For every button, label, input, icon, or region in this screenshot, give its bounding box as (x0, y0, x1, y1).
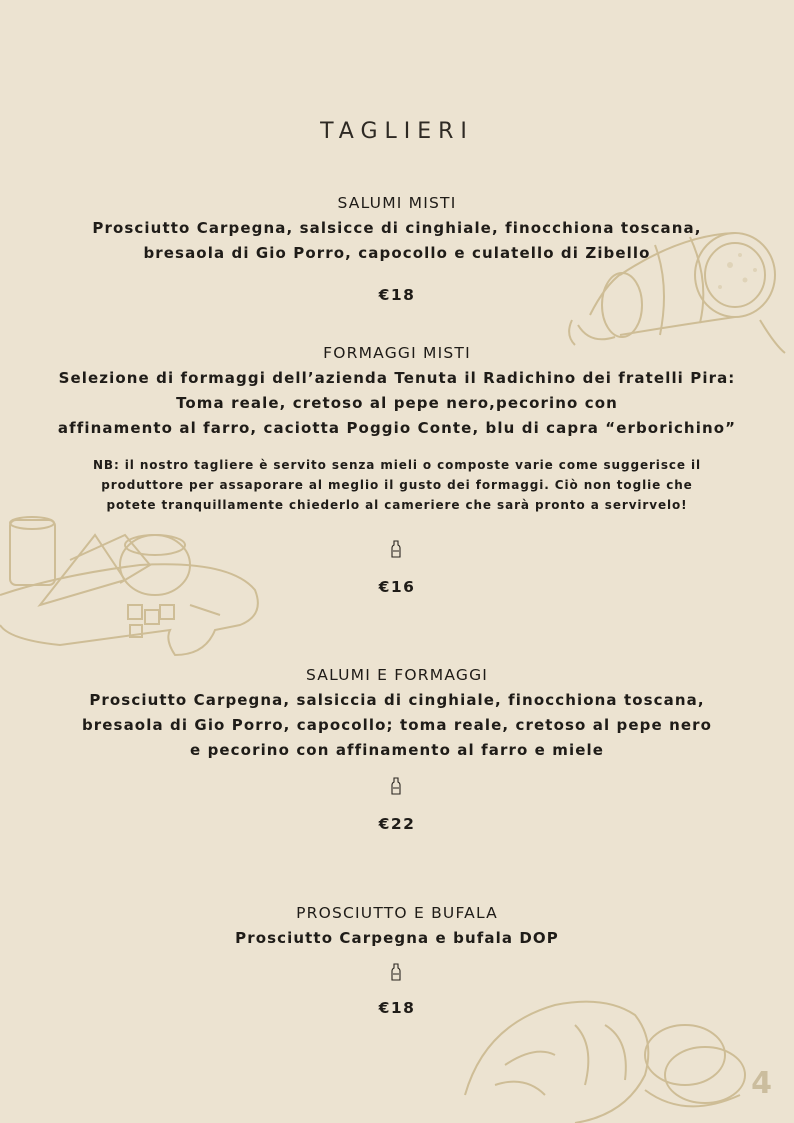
description-line: Prosciutto Carpegna e bufala DOP (235, 929, 559, 947)
menu-item-prosciutto-e-bufala (0, 900, 794, 951)
description-line: Toma reale, cretoso al pepe nero,pecorino con (176, 394, 618, 412)
item-name: PROSCIUTTO E BUFALA (296, 904, 498, 922)
page-title: TAGLIERI (320, 118, 474, 144)
item-price: €22 (378, 815, 416, 833)
item-price: €18 (378, 999, 416, 1017)
description-line: Selezione di formaggi dell’azienda Tenuta il Radichino dei fratelli Pira: (58, 369, 736, 387)
item-name: SALUMI MISTI (337, 194, 457, 212)
item-note (0, 455, 794, 515)
description-line: affinamento al farro, caciotta Poggio Conte, blu di capra “erborichino” (57, 419, 737, 437)
description-line: e pecorino con affinamento al farro e miele (189, 741, 605, 759)
description-line: bresaola di Gio Porro, capocollo e culatello di Zibello (143, 244, 651, 262)
description-line: bresaola di Gio Porro, capocollo; toma reale, cretoso al pepe nero (81, 716, 713, 734)
note-line: produttore per assaporare al meglio il gusto dei formaggi. Ciò non toglie che (101, 478, 693, 492)
wine-bottle-icon (391, 777, 401, 795)
item-price: €18 (378, 286, 416, 304)
note-line: potete tranquillamente chiederlo al cameriere che sarà pronto a servirvelo! (106, 498, 688, 512)
item-description (0, 216, 794, 266)
description-line: Prosciutto Carpegna, salsiccia di cinghiale, finocchiona toscana, (89, 691, 705, 709)
item-price: €16 (378, 578, 416, 596)
description-line: Prosciutto Carpegna, salsicce di cinghiale, finocchiona toscana, (92, 219, 702, 237)
wine-bottle-icon (391, 540, 401, 558)
item-name: FORMAGGI MISTI (323, 344, 471, 362)
wine-bottle-icon (391, 963, 401, 981)
menu-item-formaggi-misti (0, 340, 794, 515)
item-description (0, 366, 794, 441)
item-description (0, 688, 794, 763)
item-name: SALUMI E FORMAGGI (305, 666, 489, 684)
page-number: 4 (751, 1066, 772, 1101)
menu-item-salumi-misti (0, 190, 794, 266)
item-description (0, 926, 794, 951)
menu-item-salumi-e-formaggi (0, 662, 794, 763)
note-line: NB: il nostro tagliere è servito senza mieli o composte varie come suggerisce il (92, 458, 702, 472)
